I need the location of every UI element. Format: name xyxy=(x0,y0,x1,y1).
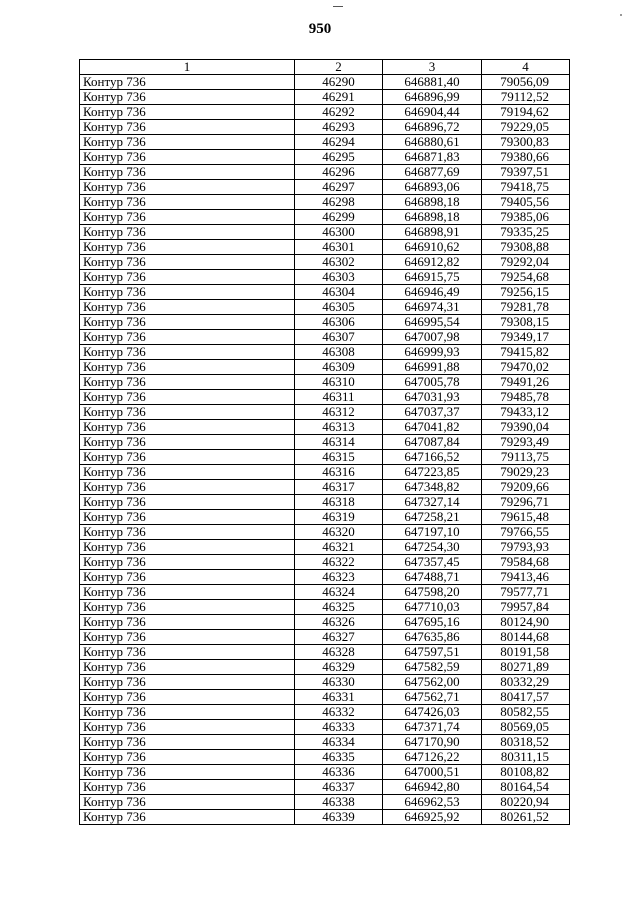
point-number-cell: 46290 xyxy=(295,75,383,90)
table-row xyxy=(80,195,570,210)
coord-y-cell: 79293,49 xyxy=(482,435,570,450)
coord-x-cell: 647598,20 xyxy=(383,585,482,600)
contour-name-cell: Контур 736 xyxy=(80,450,295,465)
point-number-cell: 46335 xyxy=(295,750,383,765)
table-row xyxy=(80,780,570,795)
coord-x-cell: 647166,52 xyxy=(383,450,482,465)
coord-y-cell: 79229,05 xyxy=(482,120,570,135)
point-number-cell: 46306 xyxy=(295,315,383,330)
coord-x-cell: 647695,16 xyxy=(383,615,482,630)
table-row xyxy=(80,435,570,450)
contour-name-cell: Контур 736 xyxy=(80,165,295,180)
coord-x-cell: 646962,53 xyxy=(383,795,482,810)
table-row xyxy=(80,345,570,360)
coord-y-cell: 80582,55 xyxy=(482,705,570,720)
point-number-cell: 46334 xyxy=(295,735,383,750)
coord-y-cell: 79397,51 xyxy=(482,165,570,180)
coord-x-cell: 646904,44 xyxy=(383,105,482,120)
table-row xyxy=(80,690,570,705)
table-row xyxy=(80,750,570,765)
coord-x-cell: 646898,18 xyxy=(383,195,482,210)
contour-name-cell: Контур 736 xyxy=(80,150,295,165)
table-body xyxy=(80,75,570,825)
coord-x-cell: 646915,75 xyxy=(383,270,482,285)
table-row xyxy=(80,330,570,345)
coord-y-cell: 80271,89 xyxy=(482,660,570,675)
contour-name-cell: Контур 736 xyxy=(80,105,295,120)
coord-x-cell: 646946,49 xyxy=(383,285,482,300)
coord-x-cell: 647357,45 xyxy=(383,555,482,570)
contour-name-cell: Контур 736 xyxy=(80,405,295,420)
table-row xyxy=(80,180,570,195)
coord-y-cell: 79793,93 xyxy=(482,540,570,555)
contour-name-cell: Контур 736 xyxy=(80,420,295,435)
point-number-cell: 46316 xyxy=(295,465,383,480)
point-number-cell: 46339 xyxy=(295,810,383,825)
contour-name-cell: Контур 736 xyxy=(80,435,295,450)
coord-x-cell: 647254,30 xyxy=(383,540,482,555)
coord-y-cell: 79470,02 xyxy=(482,360,570,375)
coord-y-cell: 79415,82 xyxy=(482,345,570,360)
column-header-2: 2 xyxy=(295,60,383,75)
table-row xyxy=(80,120,570,135)
point-number-cell: 46298 xyxy=(295,195,383,210)
table-row xyxy=(80,240,570,255)
coord-x-cell: 647348,82 xyxy=(383,480,482,495)
contour-name-cell: Контур 736 xyxy=(80,225,295,240)
coord-y-cell: 79418,75 xyxy=(482,180,570,195)
table-row xyxy=(80,510,570,525)
table-row xyxy=(80,720,570,735)
point-number-cell: 46325 xyxy=(295,600,383,615)
coord-y-cell: 80191,58 xyxy=(482,645,570,660)
point-number-cell: 46331 xyxy=(295,690,383,705)
coord-y-cell: 79577,71 xyxy=(482,585,570,600)
coord-y-cell: 79056,09 xyxy=(482,75,570,90)
table-row xyxy=(80,600,570,615)
coord-x-cell: 646912,82 xyxy=(383,255,482,270)
coord-x-cell: 646999,93 xyxy=(383,345,482,360)
coord-x-cell: 647635,86 xyxy=(383,630,482,645)
table-row xyxy=(80,225,570,240)
top-dash-mark xyxy=(333,6,343,7)
coord-x-cell: 646898,91 xyxy=(383,225,482,240)
contour-name-cell: Контур 736 xyxy=(80,240,295,255)
table-row xyxy=(80,315,570,330)
coord-y-cell: 80108,82 xyxy=(482,765,570,780)
contour-name-cell: Контур 736 xyxy=(80,660,295,675)
contour-name-cell: Контур 736 xyxy=(80,690,295,705)
contour-name-cell: Контур 736 xyxy=(80,705,295,720)
table-row xyxy=(80,480,570,495)
point-number-cell: 46311 xyxy=(295,390,383,405)
point-number-cell: 46338 xyxy=(295,795,383,810)
point-number-cell: 46296 xyxy=(295,165,383,180)
coord-x-cell: 646881,40 xyxy=(383,75,482,90)
table-row xyxy=(80,630,570,645)
coord-y-cell: 80164,54 xyxy=(482,780,570,795)
point-number-cell: 46312 xyxy=(295,405,383,420)
contour-name-cell: Контур 736 xyxy=(80,795,295,810)
contour-name-cell: Контур 736 xyxy=(80,525,295,540)
table-header-row xyxy=(80,60,570,75)
contour-name-cell: Контур 736 xyxy=(80,780,295,795)
contour-name-cell: Контур 736 xyxy=(80,210,295,225)
coord-x-cell: 646974,31 xyxy=(383,300,482,315)
table-row xyxy=(80,75,570,90)
point-number-cell: 46332 xyxy=(295,705,383,720)
column-header-3: 3 xyxy=(383,60,482,75)
contour-name-cell: Контур 736 xyxy=(80,90,295,105)
column-header-4: 4 xyxy=(482,60,570,75)
table-row xyxy=(80,270,570,285)
point-number-cell: 46304 xyxy=(295,285,383,300)
table-row xyxy=(80,255,570,270)
coord-y-cell: 79308,15 xyxy=(482,315,570,330)
coord-y-cell: 80318,52 xyxy=(482,735,570,750)
contour-name-cell: Контур 736 xyxy=(80,630,295,645)
coord-y-cell: 79957,84 xyxy=(482,600,570,615)
coord-x-cell: 647597,51 xyxy=(383,645,482,660)
table-row xyxy=(80,735,570,750)
coord-y-cell: 80144,68 xyxy=(482,630,570,645)
table-row xyxy=(80,645,570,660)
table-row xyxy=(80,165,570,180)
coord-y-cell: 79256,15 xyxy=(482,285,570,300)
table-row xyxy=(80,675,570,690)
contour-name-cell: Контур 736 xyxy=(80,540,295,555)
coord-y-cell: 80332,29 xyxy=(482,675,570,690)
point-number-cell: 46322 xyxy=(295,555,383,570)
coord-x-cell: 647087,84 xyxy=(383,435,482,450)
table-row xyxy=(80,210,570,225)
coord-y-cell: 80261,52 xyxy=(482,810,570,825)
coord-x-cell: 646995,54 xyxy=(383,315,482,330)
table-row xyxy=(80,360,570,375)
table-row xyxy=(80,495,570,510)
coord-y-cell: 79209,66 xyxy=(482,480,570,495)
contour-name-cell: Контур 736 xyxy=(80,765,295,780)
coord-y-cell: 80417,57 xyxy=(482,690,570,705)
coord-y-cell: 79335,25 xyxy=(482,225,570,240)
coord-y-cell: 79413,46 xyxy=(482,570,570,585)
point-number-cell: 46323 xyxy=(295,570,383,585)
coord-y-cell: 79029,23 xyxy=(482,465,570,480)
coord-x-cell: 646910,62 xyxy=(383,240,482,255)
table-row xyxy=(80,105,570,120)
contour-name-cell: Контур 736 xyxy=(80,315,295,330)
coord-x-cell: 646896,72 xyxy=(383,120,482,135)
point-number-cell: 46327 xyxy=(295,630,383,645)
coord-y-cell: 80124,90 xyxy=(482,615,570,630)
table-row xyxy=(80,810,570,825)
contour-name-cell: Контур 736 xyxy=(80,495,295,510)
coord-x-cell: 647327,14 xyxy=(383,495,482,510)
contour-name-cell: Контур 736 xyxy=(80,750,295,765)
point-number-cell: 46333 xyxy=(295,720,383,735)
coord-y-cell: 79433,12 xyxy=(482,405,570,420)
point-number-cell: 46293 xyxy=(295,120,383,135)
coord-x-cell: 646991,88 xyxy=(383,360,482,375)
coord-y-cell: 79349,17 xyxy=(482,330,570,345)
contour-name-cell: Контур 736 xyxy=(80,75,295,90)
point-number-cell: 46301 xyxy=(295,240,383,255)
coord-x-cell: 647000,51 xyxy=(383,765,482,780)
table-row xyxy=(80,405,570,420)
table-row xyxy=(80,390,570,405)
coord-y-cell: 80311,15 xyxy=(482,750,570,765)
coord-y-cell: 79584,68 xyxy=(482,555,570,570)
point-number-cell: 46330 xyxy=(295,675,383,690)
point-number-cell: 46310 xyxy=(295,375,383,390)
contour-name-cell: Контур 736 xyxy=(80,645,295,660)
contour-name-cell: Контур 736 xyxy=(80,600,295,615)
coord-x-cell: 646942,80 xyxy=(383,780,482,795)
coord-x-cell: 646893,06 xyxy=(383,180,482,195)
point-number-cell: 46326 xyxy=(295,615,383,630)
table-row xyxy=(80,570,570,585)
point-number-cell: 46308 xyxy=(295,345,383,360)
table-row xyxy=(80,525,570,540)
contour-name-cell: Контур 736 xyxy=(80,720,295,735)
coord-x-cell: 647031,93 xyxy=(383,390,482,405)
contour-name-cell: Контур 736 xyxy=(80,255,295,270)
coord-x-cell: 647041,82 xyxy=(383,420,482,435)
contour-name-cell: Контур 736 xyxy=(80,120,295,135)
coord-x-cell: 647710,03 xyxy=(383,600,482,615)
point-number-cell: 46305 xyxy=(295,300,383,315)
coord-y-cell: 79380,66 xyxy=(482,150,570,165)
point-number-cell: 46295 xyxy=(295,150,383,165)
point-number-cell: 46291 xyxy=(295,90,383,105)
coord-y-cell: 79292,04 xyxy=(482,255,570,270)
coord-x-cell: 647371,74 xyxy=(383,720,482,735)
point-number-cell: 46329 xyxy=(295,660,383,675)
coord-x-cell: 647197,10 xyxy=(383,525,482,540)
contour-name-cell: Контур 736 xyxy=(80,345,295,360)
point-number-cell: 46337 xyxy=(295,780,383,795)
coord-y-cell: 80569,05 xyxy=(482,720,570,735)
coord-x-cell: 646896,99 xyxy=(383,90,482,105)
coord-x-cell: 646871,83 xyxy=(383,150,482,165)
contour-name-cell: Контур 736 xyxy=(80,270,295,285)
point-number-cell: 46319 xyxy=(295,510,383,525)
coord-y-cell: 79308,88 xyxy=(482,240,570,255)
contour-name-cell: Контур 736 xyxy=(80,615,295,630)
coord-y-cell: 79615,48 xyxy=(482,510,570,525)
coord-y-cell: 79281,78 xyxy=(482,300,570,315)
point-number-cell: 46300 xyxy=(295,225,383,240)
coord-x-cell: 647007,98 xyxy=(383,330,482,345)
contour-name-cell: Контур 736 xyxy=(80,300,295,315)
point-number-cell: 46309 xyxy=(295,360,383,375)
coord-y-cell: 79491,26 xyxy=(482,375,570,390)
coord-y-cell: 79766,55 xyxy=(482,525,570,540)
contour-name-cell: Контур 736 xyxy=(80,195,295,210)
coord-x-cell: 646877,69 xyxy=(383,165,482,180)
table-row xyxy=(80,705,570,720)
coord-x-cell: 647582,59 xyxy=(383,660,482,675)
coord-y-cell: 79194,62 xyxy=(482,105,570,120)
contour-name-cell: Контур 736 xyxy=(80,735,295,750)
table-row xyxy=(80,585,570,600)
contour-name-cell: Контур 736 xyxy=(80,390,295,405)
contour-name-cell: Контур 736 xyxy=(80,555,295,570)
table-row xyxy=(80,765,570,780)
point-number-cell: 46314 xyxy=(295,435,383,450)
contour-name-cell: Контур 736 xyxy=(80,330,295,345)
table-row xyxy=(80,150,570,165)
table-row xyxy=(80,450,570,465)
point-number-cell: 46321 xyxy=(295,540,383,555)
point-number-cell: 46336 xyxy=(295,765,383,780)
coord-x-cell: 647562,71 xyxy=(383,690,482,705)
point-number-cell: 46315 xyxy=(295,450,383,465)
point-number-cell: 46294 xyxy=(295,135,383,150)
point-number-cell: 46324 xyxy=(295,585,383,600)
point-number-cell: 46299 xyxy=(295,210,383,225)
point-number-cell: 46292 xyxy=(295,105,383,120)
contour-name-cell: Контур 736 xyxy=(80,570,295,585)
point-number-cell: 46328 xyxy=(295,645,383,660)
point-number-cell: 46320 xyxy=(295,525,383,540)
coord-y-cell: 79112,52 xyxy=(482,90,570,105)
coord-x-cell: 647426,03 xyxy=(383,705,482,720)
contour-name-cell: Контур 736 xyxy=(80,285,295,300)
coord-x-cell: 647005,78 xyxy=(383,375,482,390)
contour-name-cell: Контур 736 xyxy=(80,675,295,690)
coord-y-cell: 79254,68 xyxy=(482,270,570,285)
coord-y-cell: 80220,94 xyxy=(482,795,570,810)
coord-x-cell: 647258,21 xyxy=(383,510,482,525)
table-row xyxy=(80,465,570,480)
coord-y-cell: 79390,04 xyxy=(482,420,570,435)
coord-x-cell: 647126,22 xyxy=(383,750,482,765)
corner-dot-mark xyxy=(620,14,622,16)
table-row xyxy=(80,300,570,315)
table-row xyxy=(80,555,570,570)
coord-x-cell: 646880,61 xyxy=(383,135,482,150)
contour-name-cell: Контур 736 xyxy=(80,135,295,150)
contour-name-cell: Контур 736 xyxy=(80,810,295,825)
point-number-cell: 46303 xyxy=(295,270,383,285)
table-row xyxy=(80,420,570,435)
coord-x-cell: 647037,37 xyxy=(383,405,482,420)
point-number-cell: 46313 xyxy=(295,420,383,435)
coord-y-cell: 79385,06 xyxy=(482,210,570,225)
coord-y-cell: 79113,75 xyxy=(482,450,570,465)
coord-y-cell: 79485,78 xyxy=(482,390,570,405)
contour-name-cell: Контур 736 xyxy=(80,510,295,525)
table-row xyxy=(80,375,570,390)
table-row xyxy=(80,90,570,105)
table-row xyxy=(80,540,570,555)
contour-name-cell: Контур 736 xyxy=(80,585,295,600)
coord-x-cell: 647488,71 xyxy=(383,570,482,585)
contour-name-cell: Контур 736 xyxy=(80,375,295,390)
point-number-cell: 46317 xyxy=(295,480,383,495)
coord-y-cell: 79300,83 xyxy=(482,135,570,150)
coord-y-cell: 79296,71 xyxy=(482,495,570,510)
point-number-cell: 46318 xyxy=(295,495,383,510)
coordinates-table xyxy=(79,59,570,825)
coord-x-cell: 646898,18 xyxy=(383,210,482,225)
coord-x-cell: 647223,85 xyxy=(383,465,482,480)
point-number-cell: 46297 xyxy=(295,180,383,195)
contour-name-cell: Контур 736 xyxy=(80,465,295,480)
coord-y-cell: 79405,56 xyxy=(482,195,570,210)
point-number-cell: 46307 xyxy=(295,330,383,345)
column-header-1: 1 xyxy=(80,60,295,75)
coord-x-cell: 647170,90 xyxy=(383,735,482,750)
contour-name-cell: Контур 736 xyxy=(80,180,295,195)
table-row xyxy=(80,615,570,630)
coord-x-cell: 646925,92 xyxy=(383,810,482,825)
table-row xyxy=(80,135,570,150)
contour-name-cell: Контур 736 xyxy=(80,360,295,375)
table-row xyxy=(80,795,570,810)
table-row xyxy=(80,285,570,300)
table-row xyxy=(80,660,570,675)
coord-x-cell: 647562,00 xyxy=(383,675,482,690)
page-number: 950 xyxy=(308,21,332,37)
point-number-cell: 46302 xyxy=(295,255,383,270)
contour-name-cell: Контур 736 xyxy=(80,480,295,495)
